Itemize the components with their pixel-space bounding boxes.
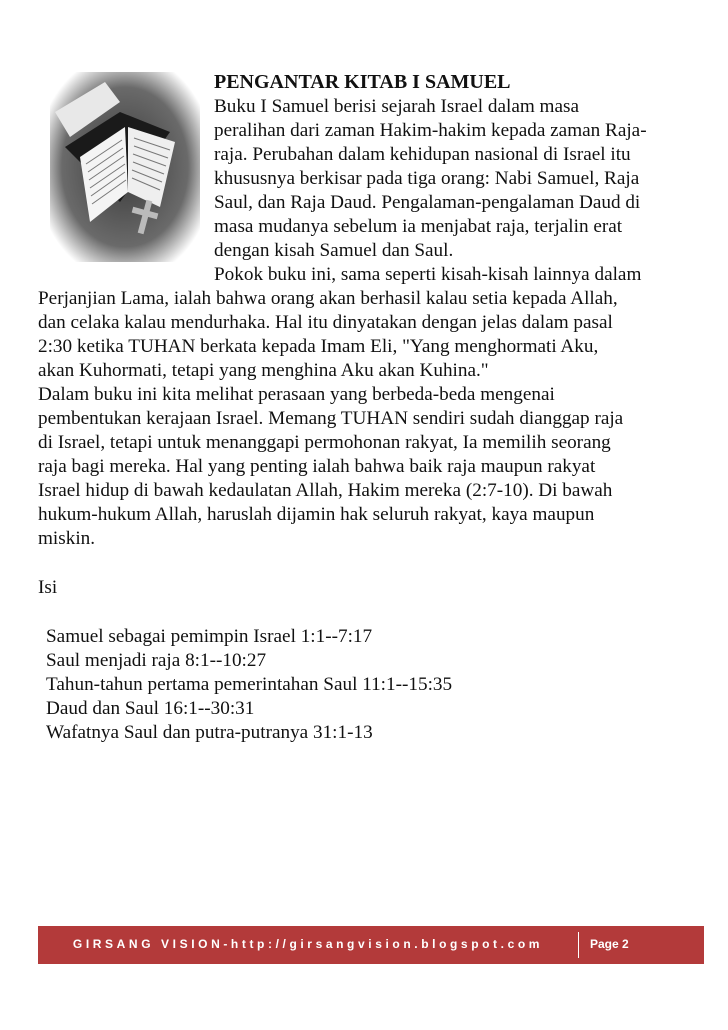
open-bible-icon <box>50 72 200 262</box>
text-line: Pokok buku ini, sama seperti kisah-kisah lainnya dalam <box>214 264 642 285</box>
text-line: 2:30 ketika TUHAN berkata kepada Imam Eli, "Yang menghormati Aku, <box>38 336 599 357</box>
text-line: raja. Perubahan dalam kehidupan nasional di Israel itu <box>214 144 631 165</box>
text-line: Perjanjian Lama, ialah bahwa orang akan berhasil kalau setia kepada Allah, <box>38 288 618 309</box>
text-line: raja bagi mereka. Hal yang penting ialah bahwa baik raja maupun rakyat <box>38 456 596 477</box>
contents-heading: Isi <box>38 577 58 598</box>
list-item: Wafatnya Saul dan putra-putranya 31:1-13 <box>46 722 373 743</box>
list-item: Saul menjadi raja 8:1--10:27 <box>46 650 267 671</box>
text-line: Israel hidup di bawah kedaulatan Allah, Hakim mereka (2:7-10). Di bawah <box>38 480 613 501</box>
text-line: dengan kisah Samuel dan Saul. <box>214 240 454 261</box>
text-line: di Israel, tetapi untuk menanggapi permohonan rakyat, Ia memilih seorang <box>38 432 611 453</box>
list-item: Samuel sebagai pemimpin Israel 1:1--7:17 <box>46 626 373 647</box>
text-line: masa mudanya sebelum ia menjabat raja, terjalin erat <box>214 216 623 237</box>
page-number: Page 2 <box>590 937 629 951</box>
text-line: Saul, dan Raja Daud. Pengalaman-pengalaman Daud di <box>214 192 641 213</box>
text-line: akan Kuhormati, tetapi yang menghina Aku akan Kuhina." <box>38 360 489 381</box>
text-line: khususnya berkisar pada tiga orang: Nabi Samuel, Raja <box>214 168 640 189</box>
list-item: Daud dan Saul 16:1--30:31 <box>46 698 255 719</box>
text-line: dan celaka kalau mendurhaka. Hal itu dinyatakan dengan jelas dalam pasal <box>38 312 613 333</box>
page-title: PENGANTAR KITAB I SAMUEL <box>214 71 511 93</box>
text-line: pembentukan kerajaan Israel. Memang TUHAN sendiri sudah dianggap raja <box>38 408 624 429</box>
text-line: peralihan dari zaman Hakim-hakim kepada zaman Raja- <box>214 120 647 141</box>
text-line: Buku I Samuel berisi sejarah Israel dalam masa <box>214 96 579 117</box>
footer-site-text: GIRSANG VISION-http://girsangvision.blogspot.com <box>72 937 544 951</box>
footer-divider <box>578 932 579 958</box>
text-line: hukum-hukum Allah, haruslah dijamin hak seluruh rakyat, kaya maupun <box>38 504 595 525</box>
bible-illustration <box>50 72 200 262</box>
text-line: Dalam buku ini kita melihat perasaan yang berbeda-beda mengenai <box>38 384 555 405</box>
list-item: Tahun-tahun pertama pemerintahan Saul 11:1--15:35 <box>46 674 453 695</box>
text-line: miskin. <box>38 528 96 549</box>
